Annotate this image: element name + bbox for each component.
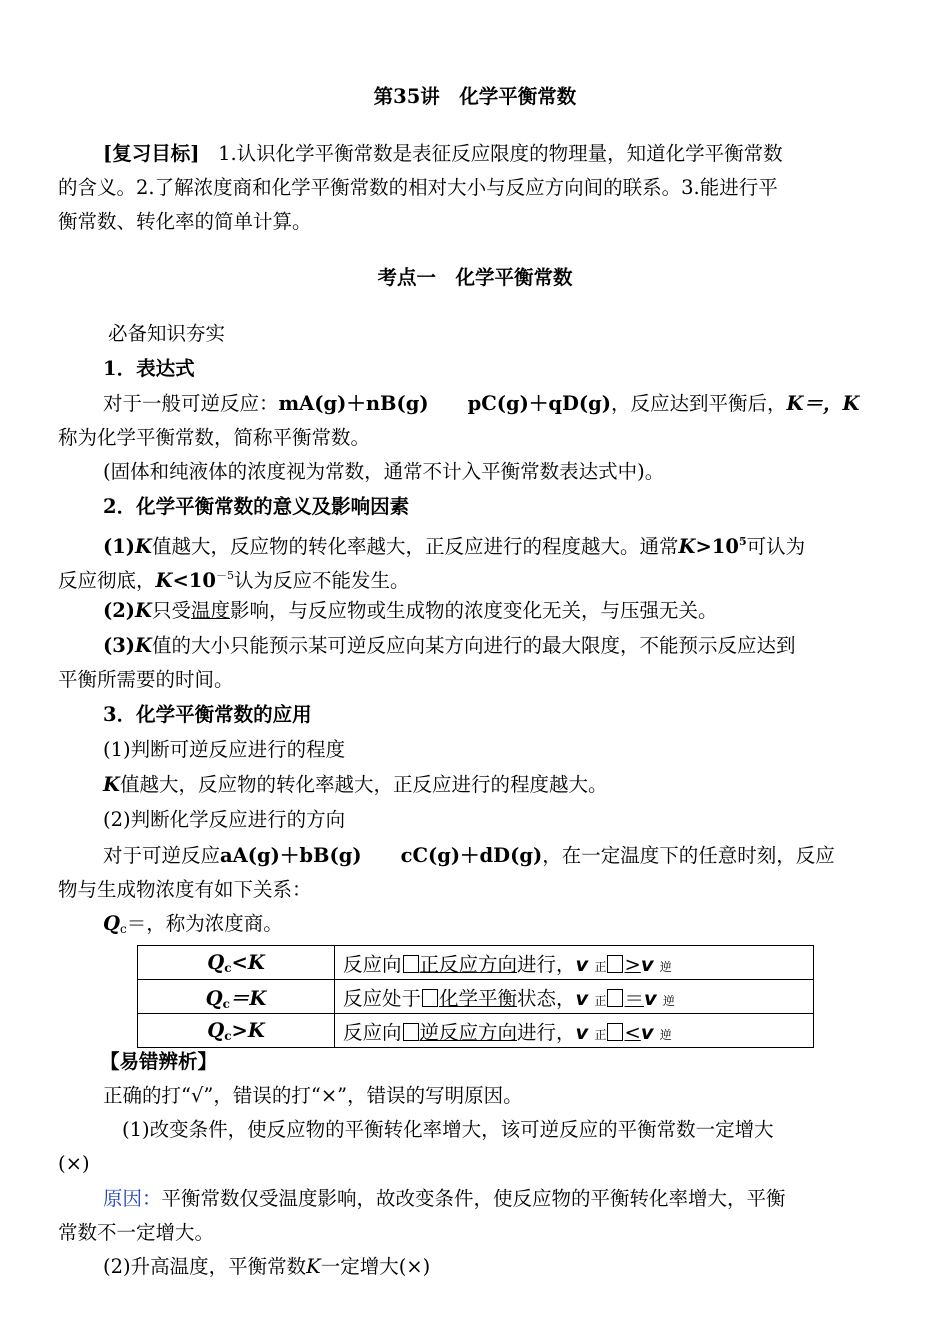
relation: <K [231,950,265,974]
result-cell [335,1014,814,1048]
subscript: 正 [594,1027,607,1042]
condition-cell [138,1014,335,1048]
reason-label: 原因： [103,1187,162,1210]
text: 平衡常数仅受温度影响，故改变条件，使反应物的平衡转化率增大，平衡 [161,1187,786,1210]
direction-table [137,945,814,1048]
subscript: c [120,922,127,936]
text: ，反应达到平衡后， [611,392,787,415]
rate-symbol: v [575,952,589,976]
blank-box-icon [422,989,438,1007]
text: <10 [172,569,216,592]
goals-line-3: 衡常数、转化率的简单计算。 [58,210,312,233]
knowledge-label: 必备知识夯实 [108,322,226,345]
answer-operator: > [624,952,641,976]
text: 一定增大(×) [320,1255,431,1278]
superscript: 5 [738,535,747,548]
k-symbol: K [135,535,152,558]
text: 对于可逆反应 [103,844,221,867]
condition-cell [138,980,335,1014]
rate-symbol: v [644,986,657,1010]
heading-3: 3．化学平衡常数的应用 [103,703,312,726]
q-symbol: Q [207,1018,225,1042]
para-3-line-3: (2)判断化学反应进行的方向 [103,808,346,831]
condition-cell [138,946,335,980]
error-1-line-1: (1)改变条件，使反应物的平衡转化率增大，该可逆反应的平衡常数一定增大 [122,1118,774,1141]
text: 进行， [517,1020,576,1044]
subscript: 逆 [659,959,672,974]
goals-label: [复习目标] [103,142,200,165]
reaction-equation: aA(g)＋bB(g) cC(g)＋dD(g) [220,844,543,867]
heading-1: 1．表达式 [103,357,195,380]
result-cell [335,946,814,980]
k-symbol: K [306,1255,321,1278]
answer-operator: ＝ [624,986,644,1010]
error-1-reason [103,1184,786,1214]
answer-underlined: 逆反应方向 [419,1020,518,1044]
para-3-line-1: (1)判断可逆反应进行的程度 [103,738,346,761]
q-symbol: Q [103,912,120,935]
text: 值的大小只能预示某可逆反应向某方向进行的最大限度，不能预示反应达到 [151,634,796,657]
rate-symbol: v [575,1020,589,1044]
para-1-line-1 [103,389,859,419]
error-1-line-2: (×) [58,1152,90,1175]
relation: ＝K [229,986,267,1010]
rate-symbol: v [640,952,654,976]
text: 反应彻底， [58,569,156,592]
subscript: 正 [594,993,607,1008]
rate-symbol: v [640,1020,654,1044]
goals-text-1: 1.认识化学平衡常数是表征反应限度的物理量，知道化学平衡常数 [218,142,783,165]
heading-2: 2．化学平衡常数的意义及影响因素 [103,495,410,518]
result-cell [335,980,814,1014]
para-2-line-4 [103,631,796,661]
text: 反应向 [343,1020,402,1044]
text: 认为反应不能发生。 [233,569,410,592]
blank-box-icon [607,1023,623,1041]
blank-box-icon [403,1023,419,1041]
text: 可认为 [746,535,806,558]
table-row [138,1014,814,1048]
goals-line-2: 的含义。2.了解浓度商和化学平衡常数的相对大小与反应方向间的联系。3.能进行平 [58,176,778,199]
text: ＝，称为浓度商。 [126,912,283,935]
subscript: 逆 [659,1027,672,1042]
relation: >K [231,1018,265,1042]
text: 值越大，反应物的转化率越大，正反应进行的程度越大。通常 [151,535,679,558]
rate-symbol: v [575,986,589,1010]
section-heading: 考点一 化学平衡常数 [377,266,573,289]
q-symbol: Q [207,950,225,974]
para-1-line-3: (固体和纯液体的浓度视为常数，通常不计入平衡常数表达式中)。 [103,460,665,483]
text: 对于一般可逆反应： [103,392,279,415]
blank-box-icon [403,955,419,973]
text: (1) [103,535,136,558]
table-row [138,946,814,980]
subscript: c [222,996,230,1011]
text: ，在一定温度下的任意时刻，反应 [542,844,835,867]
text: 反应处于 [343,986,422,1010]
para-2-line-2 [58,561,409,596]
error-2 [103,1252,430,1282]
blank-box-icon [607,989,623,1007]
subscript: 逆 [662,993,675,1008]
text: 值越大，反应物的转化率越大，正反应进行的程度越大。 [119,773,608,796]
k-symbol: K [678,535,696,558]
answer-underlined: 化学平衡 [439,986,518,1010]
text: 只受 [151,599,191,622]
goals-line-1 [103,139,783,169]
subscript: c [224,1028,232,1043]
q-symbol: Q [205,986,223,1010]
errors-title: 【易错辨析】 [100,1050,218,1073]
para-1-line-2: 称为化学平衡常数，简称平衡常数。 [58,426,371,449]
text: 状态， [517,986,576,1010]
para-2-line-1 [103,527,805,562]
subscript: 正 [594,959,607,974]
answer-underlined: 温度 [191,599,231,622]
para-3-line-5: 物与生成物浓度有如下关系： [58,878,312,901]
para-3-line-6 [103,909,283,944]
blank-box-icon [607,955,623,973]
k-symbol: K [135,599,152,622]
text: (2) [103,599,136,622]
superscript: －5 [215,569,234,582]
text: (2)升高温度，平衡常数 [103,1255,307,1278]
k-symbol: K [135,634,152,657]
para-3-line-2 [103,770,607,800]
page-title: 第35讲 化学平衡常数 [373,85,577,108]
text: 反应向 [343,952,402,976]
text: (3) [103,634,136,657]
para-2-line-3 [103,596,718,626]
k-symbol: K [155,569,173,592]
answer-operator: < [624,1020,641,1044]
text: 影响，与反应物或生成物的浓度变化无关，与压强无关。 [230,599,718,622]
errors-intro: 正确的打“√”，错误的打“×”，错误的写明原因。 [103,1084,523,1107]
text: 进行， [517,952,576,976]
error-1-reason-2: 常数不一定增大。 [58,1221,215,1244]
answer-underlined: 正反应方向 [419,952,518,976]
para-3-line-4 [103,841,835,871]
text: >10 [695,535,739,558]
k-symbol: K [103,773,120,796]
table-row [138,980,814,1014]
para-2-line-5: 平衡所需要的时间。 [58,668,234,691]
reaction-equation: mA(g)＋nB(g) pC(g)＋qD(g) [278,392,611,415]
subscript: c [224,960,232,975]
k-expression: K＝，K [786,392,860,415]
